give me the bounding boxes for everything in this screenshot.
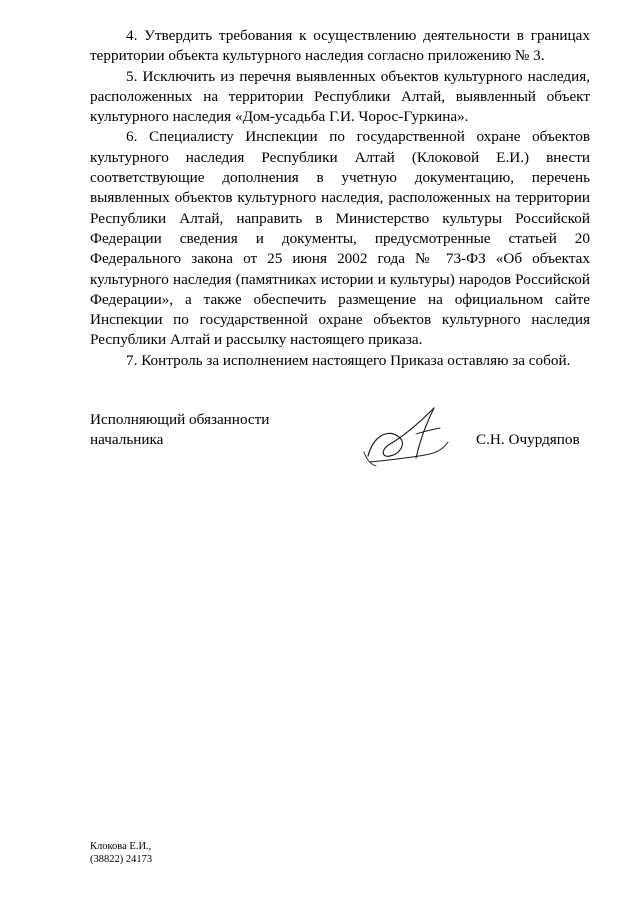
executor-footer: [90, 840, 152, 866]
handwritten-signature: [360, 404, 470, 468]
paragraph-4: 4. Утвердить требования к осуществлению деятельности в границах территории объекта культурного наследия согласно приложению № 3.: [90, 27, 590, 65]
signer-position-line1: Исполняющий обязанности: [90, 411, 270, 428]
signer-position: [90, 410, 269, 451]
document-body: [90, 26, 590, 371]
paragraph-7: 7. Контроль за исполнением настоящего Приказа оставляю за собой.: [126, 351, 571, 369]
signature-block: [90, 410, 590, 470]
paragraph-6: 6. Специалисту Инспекции по государственной охране объектов культурного наследия Республики Алтай (Клоковой Е.И.) внести соответствующие дополнения в учетную документацию, перечень выявленных объектов культурного наследия, расположенных на территории Республики Алтай, направить в Министерство культуры Российской Федерации сведения и документы, предусмотренные статьей 20 Федерального закона от 25 июня 2002 года № 73-ФЗ «Об объектах культурного наследия (памятниках истории и культуры) народов Российской Федерации», а также обеспечить размещение на официальном сайте Инспекции по государственной охране объектов культурного наследия Республики Алтай и рассылку настоящего приказа.: [90, 128, 590, 349]
executor-phone: (38822) 24173: [90, 854, 153, 865]
signer-position-line2: начальника: [90, 431, 164, 449]
paragraph-5: 5. Исключить из перечня выявленных объектов культурного наследия, расположенных на территории Республики Алтай, выявленный объект культурного наследия «Дом-усадьба Г.И. Чорос-Гуркина».: [90, 67, 590, 126]
executor-name: Клокова Е.И.,: [90, 841, 152, 852]
signer-name: С.Н. Очурдяпов: [476, 431, 580, 448]
